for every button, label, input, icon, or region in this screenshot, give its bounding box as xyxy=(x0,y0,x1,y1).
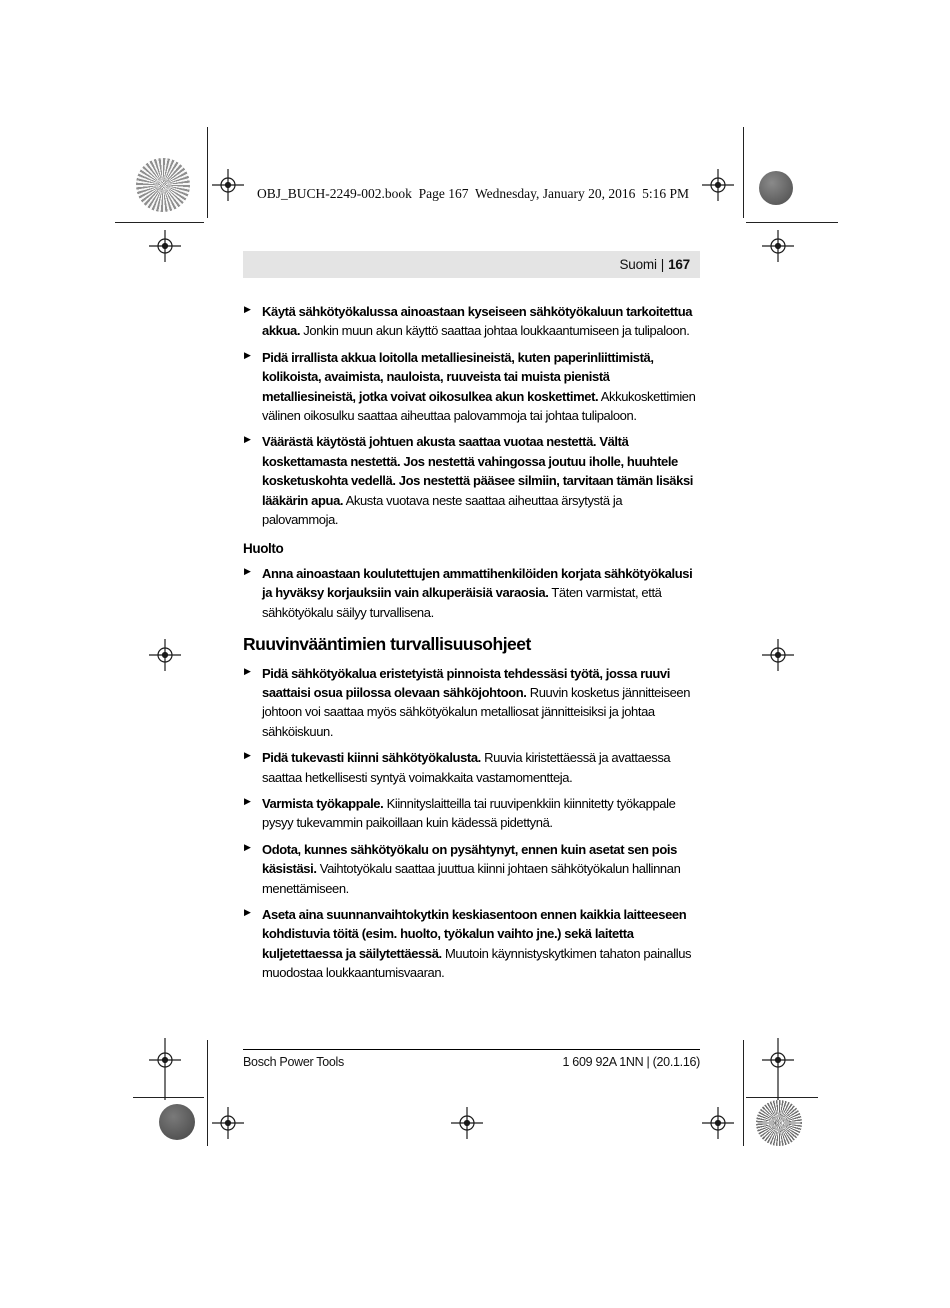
bullet-arrow-icon: ▶ xyxy=(244,906,251,917)
huolto-heading: Huolto xyxy=(243,541,284,557)
page-number: 167 xyxy=(668,257,690,272)
footer-brand: Bosch Power Tools xyxy=(243,1055,344,1069)
bullet-item xyxy=(243,840,701,898)
bullet-arrow-icon: ▶ xyxy=(244,795,251,806)
bullet-arrow-icon: ▶ xyxy=(244,841,251,852)
bullet-arrow-icon: ▶ xyxy=(244,349,251,360)
bullet-arrow-icon: ▶ xyxy=(244,665,251,676)
bullet-item xyxy=(243,432,701,529)
bullet-body-text: Ruuvin kosketus jännitteiseen johtoon voi saattaa myös sähkötyökalun metalliosat jännitteisiksi ja johtaa sähköiskuun. xyxy=(262,684,691,739)
bullet-body-text: Ruuvia kiristettäessä ja avattaessa saattaa hetkellisesti syntyä voimakkaita vastamomentteja. xyxy=(262,750,671,785)
registration-mark xyxy=(149,230,181,262)
language-label: Suomi xyxy=(619,257,657,272)
ink-dot-top-right xyxy=(759,171,793,205)
registration-mark xyxy=(702,169,734,201)
registration-mark xyxy=(762,639,794,671)
registration-mark xyxy=(762,1038,794,1100)
bullet-bold-text: Anna ainoastaan koulutettujen ammattihenkilöiden korjata sähkötyökalusi ja hyväksy korjauksiin vain alkuperäisiä varaosia. xyxy=(262,565,693,601)
footer-rule xyxy=(243,1049,700,1050)
bullet-arrow-icon: ▶ xyxy=(244,750,251,761)
registration-mark xyxy=(212,1107,244,1139)
content-column xyxy=(243,302,701,990)
registration-mark xyxy=(149,1038,181,1100)
bullet-item xyxy=(243,905,701,983)
header-divider: | xyxy=(660,257,665,272)
starburst-mark-bottom-right xyxy=(756,1100,802,1146)
registration-mark xyxy=(451,1107,483,1139)
bullet-item xyxy=(243,564,701,622)
bullet-body-text: Akkukoskettimien välinen oikosulku saattaa aiheuttaa palovammoja tai johtaa tulipaloon. xyxy=(262,388,696,424)
bullet-body-text: Muutoin käynnistyskytkimen tahaton painallus muodostaa loukkaantumisvaaran. xyxy=(262,945,692,981)
ink-dot-bottom-left xyxy=(159,1104,195,1140)
bullet-body-text: Vaihtotyökalu saattaa juuttua kiinni johtaen sähkötyökalun hallinnan menettämiseen. xyxy=(262,861,681,896)
doc-info-line: OBJ_BUCH-2249-002.book Page 167 Wednesday, January 20, 2016 5:16 PM xyxy=(257,186,690,201)
footer xyxy=(243,1055,700,1069)
bullet-arrow-icon: ▶ xyxy=(244,304,251,314)
bullet-bold-text: Pidä irrallista akkua loitolla metalliesineistä, kuten paperinliittimistä, kolikoista, avaimista, nauloista, ruuveista tai muista pienistä metalliesineistä, jotka voivat oikosulkea akun koskettimet. xyxy=(262,349,654,404)
registration-mark xyxy=(149,639,181,671)
bullet-bold-text: Aseta aina suunnanvaihtokytkin keskiasentoon ennen kaikkia laitteeseen kohdistuvia töitä (esim. huolto, työkalun vaihto jne.) sekä laitetta kuljetettaessa ja säilytettäessä. xyxy=(262,906,687,961)
bullet-item xyxy=(243,664,701,742)
bullet-bold-text: Pidä tukevasti kiinni sähkötyökalusta. xyxy=(262,750,481,766)
bullet-body-text: Täten varmistat, että sähkötyökalu säilyy turvallisena. xyxy=(262,585,662,620)
bullet-bold-text: Odota, kunnes sähkötyökalu on pysähtynyt, ennen kuin asetat sen pois käsistäsi. xyxy=(262,841,677,877)
bullet-arrow-icon: ▶ xyxy=(244,434,251,445)
bullet-bold-text: Väärästä käytöstä johtuen akusta saattaa vuotaa nestettä. Vältä koskettamasta nestettä. Jos nestettä vahingossa joutuu iholle, huuhtele kosketuskohta vedellä. Jos nestettä pääsee silmiin, tarvitaan tämän lisäksi lääkärin apua. xyxy=(262,434,693,508)
registration-mark xyxy=(702,1107,734,1139)
bullet-body-text: Akusta vuotava neste saattaa aiheuttaa ärsytystä ja palovammoja. xyxy=(262,492,623,528)
bullet-bold-text: Varmista työkappale. xyxy=(262,795,384,811)
bullet-arrow-icon: ▶ xyxy=(244,565,251,576)
bullet-item xyxy=(243,794,701,833)
bullet-body-text: Jonkin muun akun käyttö saattaa johtaa loukkaantumiseen ja tulipaloon. xyxy=(303,323,690,339)
bullet-item xyxy=(243,302,701,341)
registration-mark xyxy=(762,230,794,262)
starburst-mark-top-left xyxy=(136,158,190,212)
section-header-bar xyxy=(243,251,700,278)
bullet-item xyxy=(243,348,701,426)
registration-mark xyxy=(212,169,244,201)
bullet-bold-text: Käytä sähkötyökalussa ainoastaan kyseiseen sähkötyökaluun tarkoitettua akkua. xyxy=(262,304,693,339)
bullet-body-text: Kiinnityslaitteilla tai ruuvipenkkiin kiinnitetty työkappale pysyy tukevammin paikoillaan kuin kädessä pidettynä. xyxy=(262,795,676,831)
bullet-item xyxy=(243,748,701,787)
footer-doc-code: 1 609 92A 1NN | (20.1.16) xyxy=(562,1055,700,1069)
section-heading: Ruuvinvääntimien turvallisuusohjeet xyxy=(243,634,531,655)
bullet-bold-text: Pidä sähkötyökalua eristetyistä pinnoista tehdessäsi työtä, jossa ruuvi saattaisi osua piilossa olevaan sähköjohtoon. xyxy=(262,665,670,700)
